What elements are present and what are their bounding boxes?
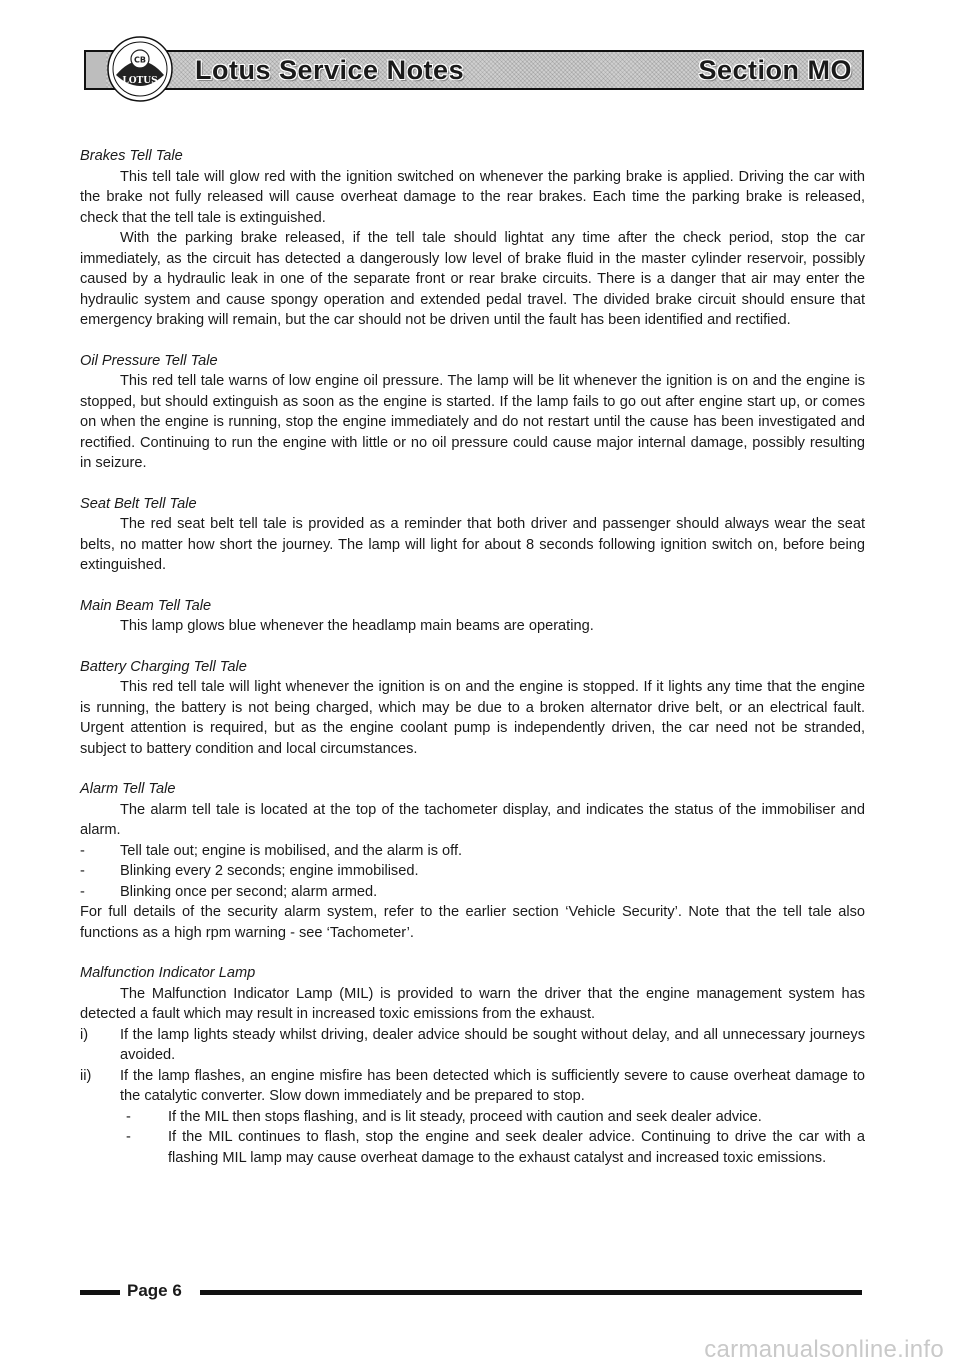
page-number: Page 6 — [127, 1281, 182, 1300]
section-heading: Oil Pressure Tell Tale — [80, 352, 218, 369]
list-item: - If the MIL then stops flashing, and is lit steady, proceed with caution and seek dealer advice. — [126, 1108, 762, 1125]
list-item: i) If the lamp lights steady whilst driving, dealer advice should be sought without delay, and all unnecessary journeys avoided. — [80, 1026, 865, 1063]
section-seat-belt — [80, 494, 865, 576]
watermark: carmanualsonline.info — [704, 1336, 944, 1363]
section-alarm — [80, 779, 865, 943]
list-item: - Blinking every 2 seconds; engine immobilised. — [80, 863, 419, 879]
banner-title: Lotus Service Notes — [195, 55, 465, 85]
header-banner-cap — [84, 50, 106, 90]
section-oil-pressure — [80, 351, 865, 474]
footer-rule-left — [80, 1290, 120, 1295]
section-heading: Malfunction Indicator Lamp — [80, 965, 256, 981]
section-main-beam — [80, 596, 865, 637]
paragraph: The alarm tell tale is located at the top of the tachometer display, and indicates the status of the immobiliser and alarm. — [80, 801, 865, 838]
paragraph: This red tell tale will light whenever the ignition is on and the engine is stopped. If it lights any time that the engine is running, the battery is not being charged, which may be due to a broken alternator drive belt, or an electrical fault. Urgent attention is required, but as the engine coolant pump is independently driven, the car need not be stranded, subject to battery condition and local circumstances. — [80, 679, 865, 757]
sub-list — [120, 1107, 865, 1169]
section-brakes — [80, 146, 865, 331]
list-item: - Tell tale out; engine is mobilised, and the alarm is off. — [80, 842, 463, 859]
list-item: - If the MIL continues to flash, stop the engine and seek dealer advice. Continuing to drive the car with a flashing MIL lamp may cause overheat damage to the exhaust catalyst and increased toxic emissions. — [126, 1129, 865, 1166]
paragraph: This red tell tale warns of low engine oil pressure. The lamp will be lit whenever the ignition is on and the engine is stopped, but should extinguish as soon as the engine is started. If the lamp fails to go out after engine start up, or comes on when the engine is running, stop the engine immediately and do not restart until the cause has been investigated and rectified. Continuing to run the engine with little or no oil pressure could cause major internal damage, possibly resulting in seizure. — [80, 373, 865, 471]
section-mil — [80, 963, 865, 1168]
list-item: - Blinking once per second; alarm armed. — [80, 883, 378, 900]
section-heading: Brakes Tell Tale — [80, 148, 183, 164]
paragraph: For full details of the security alarm system, refer to the earlier section ‘Vehicle Security’. Note that the tell tale also functions as a high rpm warning - see ‘Tachometer’. — [80, 904, 865, 941]
svg-text:CB: CB — [134, 55, 146, 65]
document-body — [80, 146, 865, 1188]
section-heading: Main Beam Tell Tale — [80, 597, 212, 614]
paragraph: The red seat belt tell tale is provided as a reminder that both driver and passenger should always wear the seat belts, no matter how short the journey. The lamp will light for about 8 seconds following ignition switch on, before being extinguished. — [80, 516, 865, 573]
list-item: ii) If the lamp flashes, an engine misfire has been detected which is sufficiently severe to cause overheat damage to the catalytic converter. Slow down immediately and be prepared to stop. — [80, 1067, 865, 1104]
section-battery-charging — [80, 657, 865, 760]
paragraph: This tell tale will glow red with the ignition switched on whenever the parking brake is applied. Driving the car with the brake not fully released will cause overheat damage to the rear brakes. Each time the parking brake is released, check that the tell tale is extinguished. — [80, 168, 865, 226]
paragraph: With the parking brake released, if the tell tale should lightat any time after the check period, stop the car immediately, as the circuit has detected a dangerously low level of brake fluid in the master cylinder reservoir, possibly caused by a hydraulic leak in one of the separate front or rear brake circuits. There is a danger that air may enter the hydraulic system and cause spongy operation and extended pedal travel. The divided brake circuit should ensure that emergency braking will remain, but the car should not be driven until the fault has been identified and rectified. — [80, 230, 865, 328]
section-heading: Seat Belt Tell Tale — [80, 495, 197, 512]
section-heading: Alarm Tell Tale — [80, 781, 176, 797]
lotus-logo-icon — [106, 35, 174, 103]
section-heading: Battery Charging Tell Tale — [80, 658, 247, 675]
banner-section: Section MO — [698, 55, 852, 85]
paragraph: The Malfunction Indicator Lamp (MIL) is provided to warn the driver that the engine management system has detected a fault which may result in increased toxic emissions from the exhaust. — [80, 985, 865, 1022]
paragraph: This lamp glows blue whenever the headlamp main beams are operating. — [120, 618, 594, 634]
svg-text:LOTUS: LOTUS — [122, 76, 158, 86]
footer-rule-right — [200, 1290, 862, 1295]
